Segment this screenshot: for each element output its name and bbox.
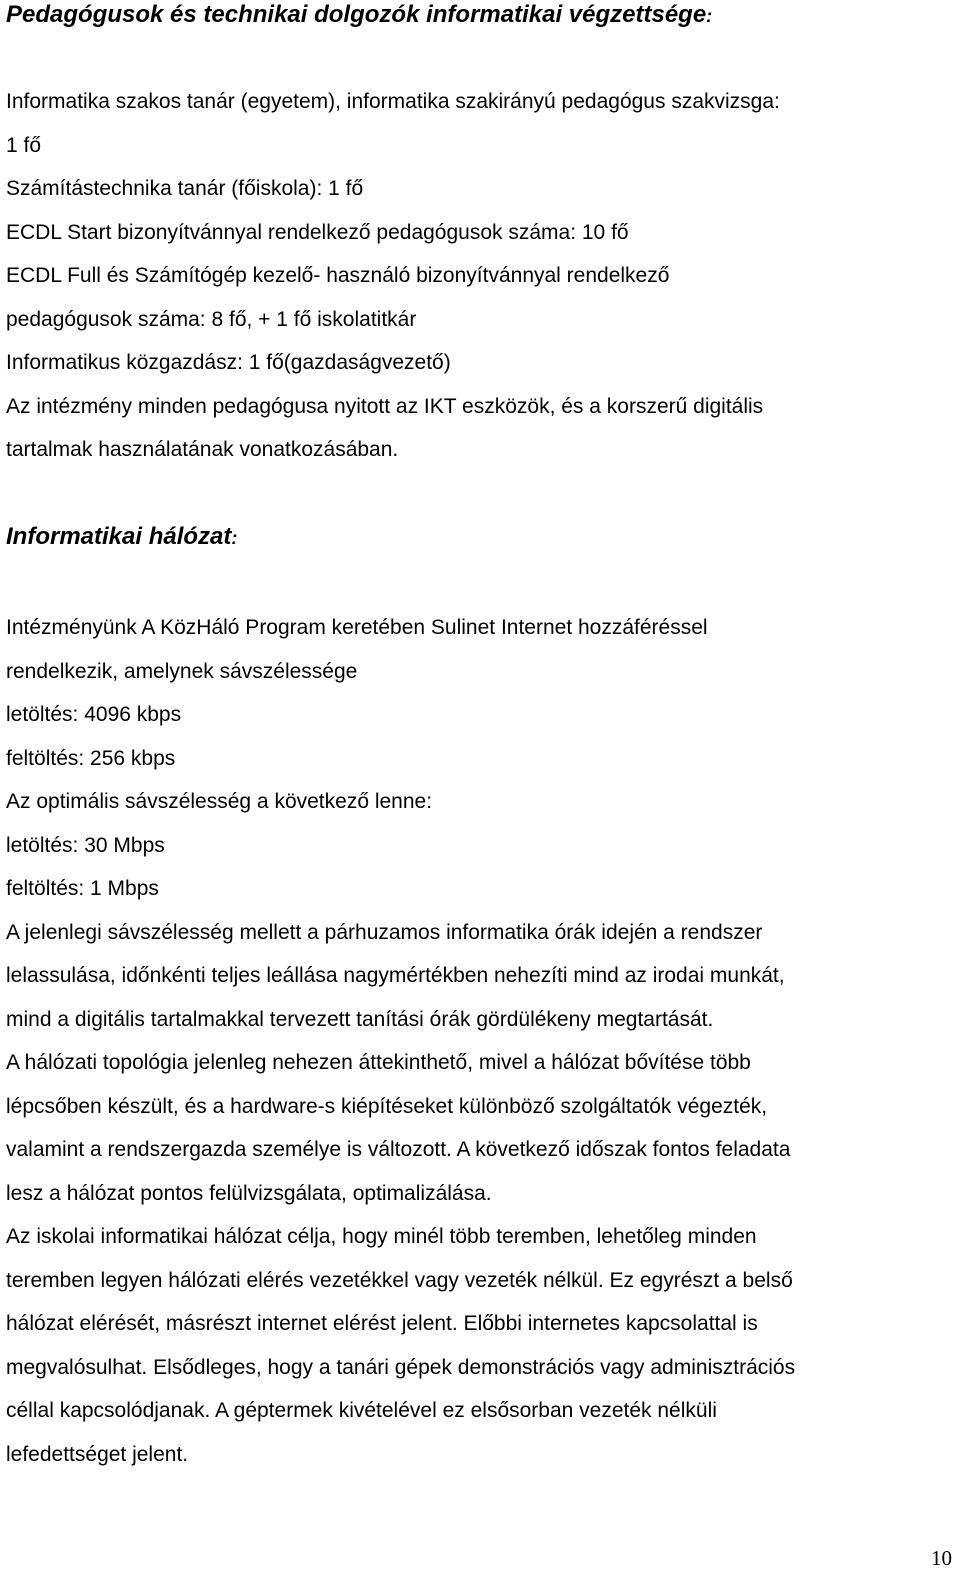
text-line: Számítástechnika tanár (főiskola): 1 fő — [6, 177, 364, 200]
text-line: lesz a hálózat pontos felülvizsgálata, optimalizálása. — [6, 1181, 492, 1205]
text-line: feltöltés: 256 kbps — [6, 746, 176, 770]
text-line: megvalósulhat. Elsődleges, hogy a tanári gépek demonstrációs vagy adminisztrációs — [6, 1355, 796, 1379]
text-line: Informatikus közgazdász: 1 fő(gazdaságvezető) — [6, 351, 451, 374]
heading-colon: : — [706, 6, 713, 26]
text-line: feltöltés: 1 Mbps — [6, 877, 159, 900]
text-line: Az iskolai informatikai hálózat célja, hogy minél több teremben, lehetőleg minden — [6, 1225, 757, 1248]
text-line: Az intézmény minden pedagógusa nyitott az IKT eszközök, és a korszerű digitális — [6, 394, 764, 418]
text-line: rendelkezik, amelynek sávszélessége — [6, 659, 358, 683]
text-line: Intézményünk A KözHáló Program keretében Sulinet Internet hozzáféréssel — [6, 616, 708, 639]
section-heading-staff-qualifications — [6, 0, 712, 31]
page-number: 10 — [931, 1546, 952, 1570]
heading-colon: : — [231, 528, 238, 548]
text-line: A jelenlegi sávszélesség mellett a párhuzamos informatika órák idején a rendszer — [6, 920, 763, 944]
text-line: ECDL Start bizonyítvánnyal rendelkező pedagógusok száma: 10 fő — [6, 220, 629, 244]
text-line: lefedettséget jelent. — [6, 1442, 189, 1466]
text-line: Informatika szakos tanár (egyetem), informatika szakirányú pedagógus szakvizsga: — [6, 90, 780, 113]
text-line: ECDL Full és Számítógép kezelő- használó bizonyítvánnyal rendelkező — [6, 264, 670, 287]
it-network-body — [6, 606, 795, 1476]
heading-text: Informatikai hálózat — [6, 523, 232, 550]
text-line: letöltés: 30 Mbps — [6, 833, 165, 857]
text-line: lépcsőben készült, és a hardware-s kiépítéseket különböző szolgáltatók végezték, — [6, 1094, 768, 1118]
text-line: hálózat elérését, másrészt internet elérést jelent. Előbbi internetes kapcsolattal is — [6, 1312, 758, 1335]
text-line: tartalmak használatának vonatkozásában. — [6, 438, 399, 461]
text-line: teremben legyen hálózati elérés vezetékkel vagy vezeték nélkül. Ez egyrészt a belső — [6, 1268, 793, 1292]
heading-text: Pedagógusok és technikai dolgozók informatikai végzettsége — [6, 1, 707, 28]
text-line: lelassulása, időnkénti teljes leállása nagymértékben nehezíti mind az irodai munkát, — [6, 964, 785, 987]
text-line: 1 fő — [6, 133, 42, 157]
text-line: pedagógusok száma: 8 fő, + 1 fő iskolatitkár — [6, 307, 417, 331]
text-line: céllal kapcsolódjanak. A géptermek kivételével ez elsősorban vezeték nélküli — [6, 1399, 717, 1422]
text-line: mind a digitális tartalmakkal tervezett tanítási órák gördülékeny megtartását. — [6, 1007, 714, 1031]
text-line: Az optimális sávszélesség a következő lenne: — [6, 790, 433, 813]
text-line: valamint a rendszergazda személye is változott. A következő időszak fontos feladata — [6, 1138, 791, 1161]
text-line: A hálózati topológia jelenleg nehezen áttekinthető, mivel a hálózat bővítése több — [6, 1051, 751, 1074]
staff-qualifications-body — [6, 80, 780, 472]
section-heading-it-network — [6, 522, 237, 553]
text-line: letöltés: 4096 kbps — [6, 703, 182, 726]
